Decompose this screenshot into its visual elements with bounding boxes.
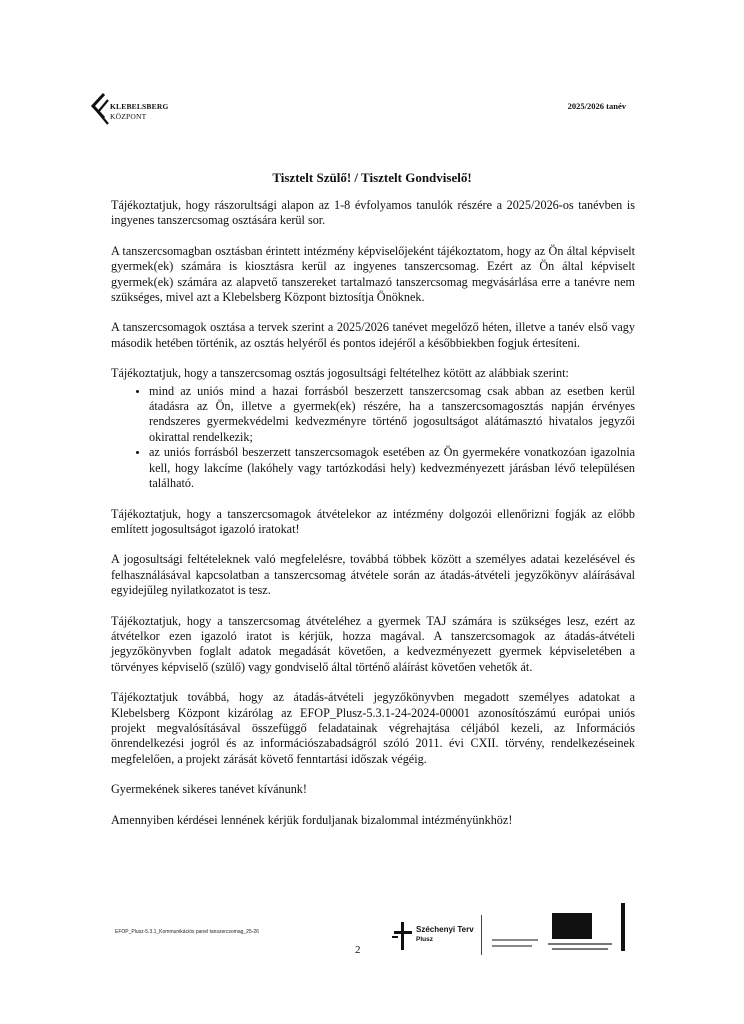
footer-file-code: EFOP_Plusz-5.3.1_Kommunikációs panel tanszercsomag_25-26 xyxy=(115,929,259,935)
paragraph-8: Tájékoztatjuk továbbá, hogy az átadás-átvételi jegyzőkönyvben megadott személyes adatokat a Klebelsberg Központ kizárólag az EFOP_Plusz-5.3.1-24-2024-00001 azonosítószámú európai uniós projekt megvalósításával összefüggő feladatainak végrehajtása céljából kezeli, az Információs önrendelkezési jogról és az információszabadságról szóló 2011. évi CXII. törvény, rendelkezéseinek megfelelően, a projekt zárását követő fenntartási időszak végéig. xyxy=(111,690,635,766)
paragraph-2: A tanszercsomagban osztásban érintett intézmény képviselőjeként tájékoztatom, hogy az Ön által képviselt gyermek(ek) számára is kiosztásra kerül az ingyenes tanszercsomag. Ezért az Ön által képviselt gyermek(ek) számára az alapvető tanszereket tartalmazó tanszercsomag megvásárlása erre a tanévre nem szükséges, mivel azt a Klebelsberg Központ biztosítja Önöknek. xyxy=(111,243,635,305)
eu-caption xyxy=(548,942,614,952)
footer-divider xyxy=(481,915,482,955)
paragraph-10: Amennyiben kérdései lennének kérjük forduljanak bizalommal intézményünkhöz! xyxy=(111,812,513,827)
list-item: • az uniós forrásból beszerzett tanszercsomagok esetében az Ön gyermekére vonatkozóan igazolnia kell, hogy lakcíme (lakóhely vagy tartózkodási hely) kedvezményezett járásban lévő településen található. xyxy=(149,445,635,491)
paragraph-3: A tanszercsomagok osztása a tervek szerint a 2025/2026 tanévet megelőző héten, illetve a tanév első vagy második hetében történik, az osztás helyéről és pontos idejéről a későbbiekben fogjuk értesíteni. xyxy=(111,320,635,350)
paragraph-7: Tájékoztatjuk, hogy a tanszercsomag átvételéhez a gyermek TAJ számára is szükséges lesz, ezért az átvételkor ezen igazoló iratot is kérjük, hozza magával. A tanszercsomagok az átadás-átvételi jegyzőkönyvben foglalt adatok megadását követően, a kedvezményezett gyermek képviseletében a törvényes képviselő (szülő) vagy gondviselő által történő aláírást követően vehetők át. xyxy=(111,613,635,674)
letter-salutation: Tisztelt Szülő! / Tisztelt Gondviselő! xyxy=(272,170,472,185)
letter-body xyxy=(111,198,635,843)
logo-line-2: KÖZPONT xyxy=(110,112,147,121)
school-year: 2025/2026 tanév xyxy=(567,101,626,111)
eligibility-list xyxy=(111,384,635,492)
list-item: • mind az uniós mind a hazai forrásból beszerzett tanszercsomag csak abban az esetben kerül átadásra az Ön, illetve a gyermek(ek) részére, ha a tanszercsomagosztás napján érvényes rendszeres gyermekvédelmi kedvezményre történő jogosultságot alátámasztó hivatalos jegyzői okirattal rendelkezik; xyxy=(149,384,635,446)
logo-line-1: KLEBELSBERG xyxy=(110,102,169,111)
paragraph-1: Tájékoztatjuk, hogy rászorultsági alapon az 1-8 évfolyamos tanulók részére a 2025/2026-os tanévben is ingyenes tanszercsomag osztására kerül sor. xyxy=(111,198,635,228)
edge-bar-mark xyxy=(621,903,625,951)
klebelsberg-logo xyxy=(90,92,210,132)
szechenyi-plus: Plusz xyxy=(416,936,433,943)
szechenyi-name: Széchenyi Terv xyxy=(416,925,474,934)
chevron-logo-icon xyxy=(90,92,110,128)
paragraph-5: Tájékoztatjuk, hogy a tanszercsomagok átvételekor az intézmény dolgozói ellenőrizni fogják az előbb említett jogosultságot igazoló iratokat! xyxy=(111,506,635,536)
szechenyi-terv-logo xyxy=(392,920,480,960)
szechenyi-cross-icon xyxy=(392,922,414,952)
page-number: 2 xyxy=(355,944,361,956)
eu-flag-icon xyxy=(552,913,592,939)
ministry-logo xyxy=(492,937,540,951)
eu-funding-logo xyxy=(548,913,618,953)
paragraph-4: Tájékoztatjuk, hogy a tanszercsomag osztás jogosultsági feltételhez kötött az alábbiak szerint: xyxy=(111,366,569,381)
paragraph-6: A jogosultsági feltételeknek való megfelelésre, továbbá többek között a személyes adatai kezelésével és felhasználásával kapcsolatban a tanszercsomag átvétele során az átadás-átvételi jegyzőkönyv aláírásával egyidejűleg nyilatkozatot is tesz. xyxy=(111,552,635,598)
paragraph-9: Gyermekének sikeres tanévet kívánunk! xyxy=(111,782,307,797)
